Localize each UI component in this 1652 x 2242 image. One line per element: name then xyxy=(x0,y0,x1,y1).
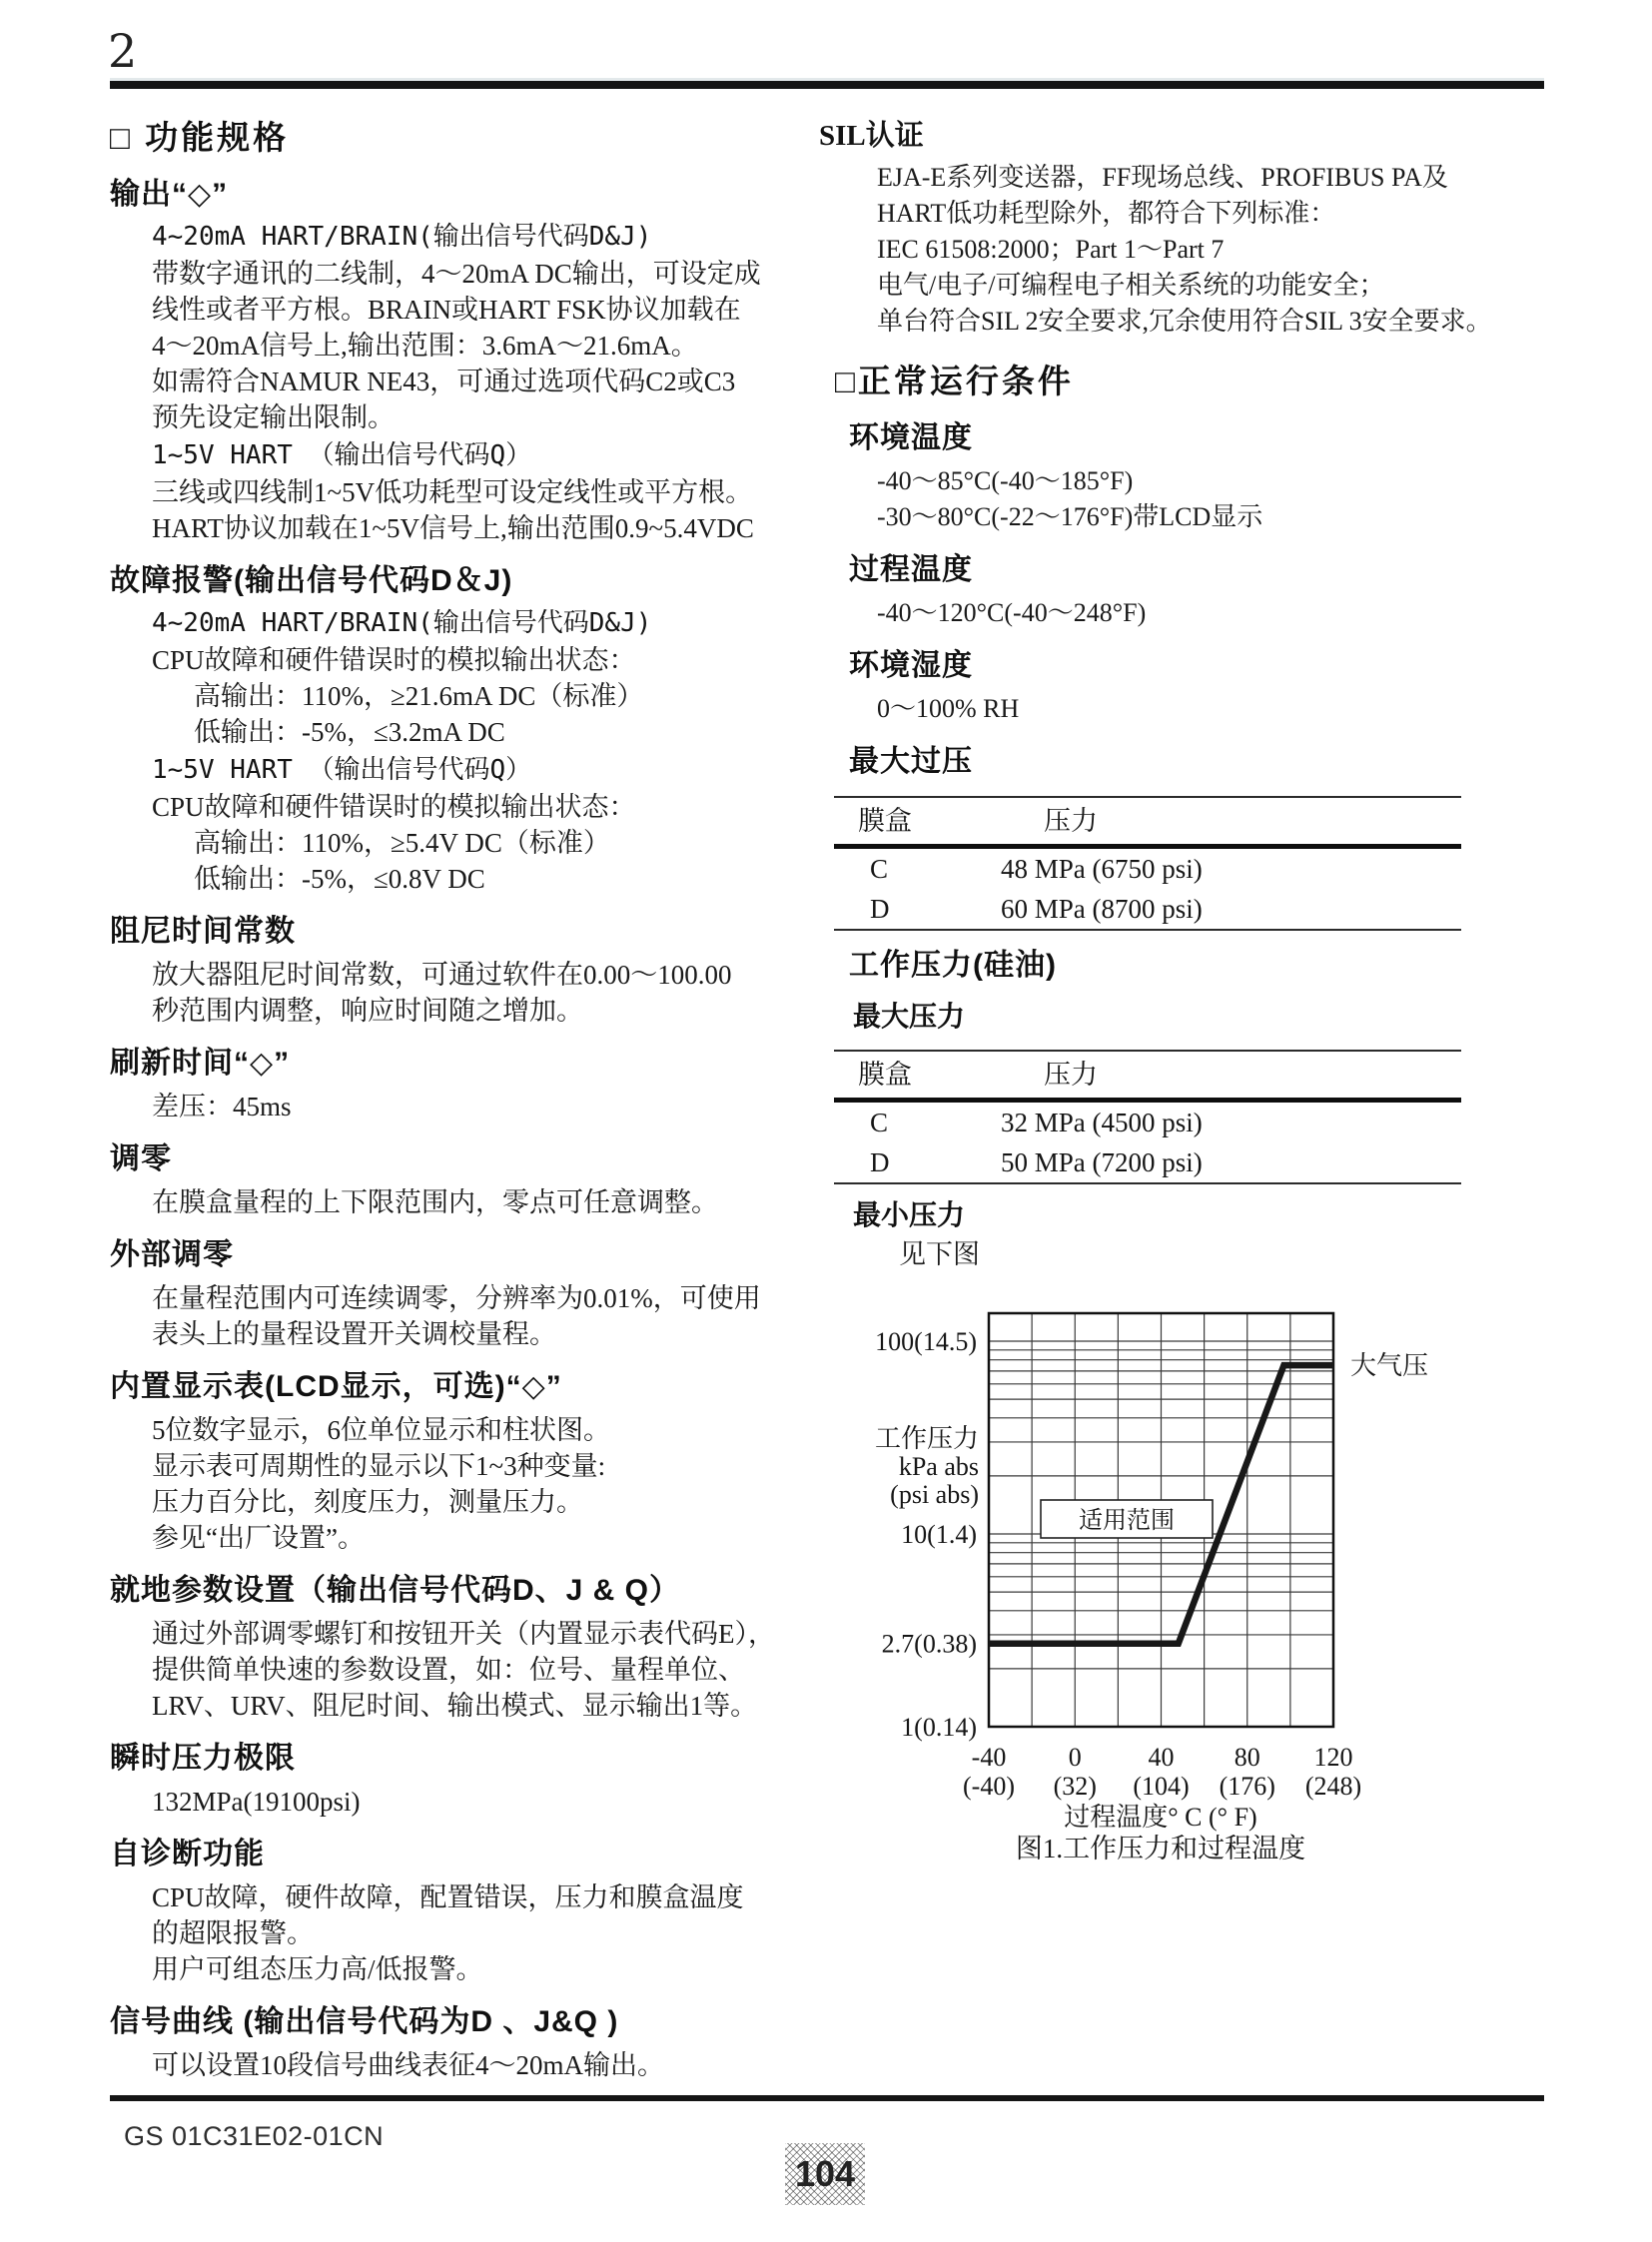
left-column xyxy=(110,116,805,2083)
text-line: CPU故障和硬件错误时的模拟输出状态： xyxy=(152,792,636,822)
y-axis-title: kPa abs xyxy=(898,1452,979,1481)
text-line: HART协议加载在1~5V信号上,输出范围0.9~5.4VDC xyxy=(152,513,754,543)
cell: D xyxy=(870,1146,890,1177)
y-tick-label: 100(14.5) xyxy=(875,1327,977,1356)
header-rule xyxy=(110,78,1544,89)
text-line: HART低功耗型除外，都符合下列标准： xyxy=(877,199,1336,228)
spec-table xyxy=(834,1050,1461,1184)
text-line: 表头上的量程设置开关调校量程。 xyxy=(152,1319,556,1349)
subsection-heading: 最大过压 xyxy=(849,745,973,778)
atmospheric-pressure-label: 大气压 xyxy=(1350,1351,1429,1381)
x-tick-label-f: (248) xyxy=(1304,1772,1362,1801)
cell: 膜盒 xyxy=(858,1059,912,1090)
subsection-heading: 环境温度 xyxy=(849,421,973,454)
subsection-heading: 调零 xyxy=(110,1142,172,1175)
table-row xyxy=(834,1142,1461,1182)
cell: 50 MPa (7200 psi) xyxy=(1001,1146,1203,1177)
text-line: -30～80°C(-22～176°F)带LCD显示 xyxy=(877,502,1263,531)
text-line: EJA-E系列变送器，FF现场总线、PROFIBUS PA及 xyxy=(877,163,1448,192)
text-line: 提供简单快速的参数设置，如：位号、量程单位、 xyxy=(152,1655,745,1685)
text-line: 参见“出厂设置”。 xyxy=(152,1523,365,1553)
text-line-indented: 高输出：110%，≥5.4V DC（标准） xyxy=(194,828,610,858)
text-line: 用户可组态压力高/低报警。 xyxy=(152,1954,483,1984)
text-line: LRV、URV、阻尼时间、输出模式、显示输出1等。 xyxy=(152,1691,758,1721)
subsection-heading: 刷新时间“◇” xyxy=(110,1047,291,1080)
table-header-row xyxy=(834,798,1461,844)
y-tick-label: 10(1.4) xyxy=(901,1520,977,1549)
cell: 48 MPa (6750 psi) xyxy=(1001,853,1203,884)
text-line: 0～100% RH xyxy=(877,694,1020,723)
text-line: -40～120°C(-40～248°F) xyxy=(877,598,1147,627)
signal-code-subheading: 1~5V HART （输出信号代码Q） xyxy=(152,755,532,785)
text-line: 4～20mA信号上,输出范围：3.6mA～21.6mA。 xyxy=(152,331,698,361)
text-line: 如需符合NAMUR NE43，可通过选项代码C2或C3 xyxy=(152,367,736,396)
text-line: CPU故障和硬件错误时的模拟输出状态： xyxy=(152,645,636,675)
text-line: 在量程范围内可连续调零，分辨率为0.01%，可使用 xyxy=(152,1283,761,1313)
spec-table xyxy=(834,796,1461,931)
text-line: 电气/电子/可编程电子相关系统的功能安全； xyxy=(877,271,1385,300)
text-line: 在膜盒量程的上下限范围内，零点可任意调整。 xyxy=(152,1187,718,1217)
sub-subheading: 最小压力 xyxy=(853,1199,966,1230)
text-line-indented: 高输出：110%，≥21.6mA DC（标准） xyxy=(194,681,644,711)
text-line: 带数字通讯的二线制，4～20mA DC输出，可设定成 xyxy=(152,259,761,289)
text-line: 差压：45ms xyxy=(152,1092,292,1121)
subsection-heading: 输出“◇” xyxy=(110,178,229,211)
subsection-heading: 瞬时压力极限 xyxy=(110,1742,296,1775)
y-tick-label: 1(0.14) xyxy=(901,1713,977,1742)
subsection-heading: 外部调零 xyxy=(110,1238,234,1271)
text-line: 可以设置10段信号曲线表征4～20mA输出。 xyxy=(152,2050,664,2080)
cell: 压力 xyxy=(1044,805,1098,836)
table-header-row xyxy=(834,1052,1461,1098)
cell: C xyxy=(870,853,889,884)
sub-subheading: 最大压力 xyxy=(853,1001,966,1032)
x-tick-label: 120 xyxy=(1313,1743,1353,1772)
text-line-indented: 见下图 xyxy=(899,1239,980,1269)
min-pressure-chart xyxy=(819,1278,1544,1863)
y-axis-title: (psi abs) xyxy=(890,1480,979,1509)
subsection-heading: 阻尼时间常数 xyxy=(110,915,296,948)
text-line: IEC 61508:2000；Part 1～Part 7 xyxy=(877,235,1225,264)
footer-rule xyxy=(110,2095,1544,2101)
subsection-heading: 环境湿度 xyxy=(849,649,973,682)
x-tick-label-f: (32) xyxy=(1053,1772,1097,1801)
subsection-heading: 自诊断功能 xyxy=(110,1838,265,1870)
y-axis-title: 工作压力 xyxy=(874,1424,979,1453)
y-tick-label: 2.7(0.38) xyxy=(881,1629,977,1659)
text-line-indented: 低输出：-5%，≤0.8V DC xyxy=(194,864,485,894)
subsection-heading: 过程温度 xyxy=(849,553,973,586)
table-rule xyxy=(834,929,1461,931)
text-line: CPU故障，硬件故障，配置错误，压力和膜盒温度 xyxy=(152,1882,744,1912)
figure-1-chart xyxy=(819,1278,1544,1863)
subsection-heading: 工作压力(硅油) xyxy=(849,949,1057,982)
table-row xyxy=(834,1103,1461,1142)
text-line: 132MPa(19100psi) xyxy=(152,1787,361,1817)
applicable-range-label: 适用范围 xyxy=(1079,1508,1175,1534)
x-tick-label: 80 xyxy=(1234,1743,1260,1772)
cell: 60 MPa (8700 psi) xyxy=(1001,893,1203,924)
cell: 膜盒 xyxy=(858,805,912,836)
page-number: 104 xyxy=(794,2153,856,2194)
page-header-number: 2 xyxy=(108,24,138,78)
x-axis-title: 过程温度° C (° F) xyxy=(1064,1803,1257,1832)
table-rule xyxy=(834,1182,1461,1184)
text-line: 通过外部调零螺钉和按钮开关（内置显示表代码E）， xyxy=(152,1619,775,1649)
subsection-heading: 信号曲线 (输出信号代码为D 、J&Q ) xyxy=(110,2005,619,2038)
cell: C xyxy=(870,1107,889,1137)
text-line: 放大器阻尼时间常数，可通过软件在0.00～100.00 xyxy=(152,960,732,990)
signal-code-subheading: 1~5V HART （输出信号代码Q） xyxy=(152,440,532,470)
x-tick-label: 0 xyxy=(1068,1743,1082,1772)
x-tick-label-f: (104) xyxy=(1133,1772,1190,1801)
table-row xyxy=(834,849,1461,889)
cell: 压力 xyxy=(1044,1059,1098,1090)
signal-code-subheading: 4~20mA HART/BRAIN(输出信号代码D&J) xyxy=(152,222,652,252)
figure-caption: 图1.工作压力和过程温度 xyxy=(1015,1834,1306,1863)
text-line-indented: 低输出：-5%，≤3.2mA DC xyxy=(194,717,505,747)
x-tick-label-f: (176) xyxy=(1219,1772,1275,1801)
document-code: GS 01C31E02-01CN xyxy=(124,2121,385,2151)
text-line: 5位数字显示，6位单位显示和柱状图。 xyxy=(152,1415,610,1445)
section-heading: □ 功能规格 xyxy=(110,119,290,156)
subsection-heading: 就地参数设置（输出信号代码D、J & Q） xyxy=(110,1574,681,1607)
table-row xyxy=(834,889,1461,929)
text-line: 秒范围内调整，响应时间随之增加。 xyxy=(152,996,583,1026)
text-line: 显示表可周期性的显示以下1~3种变量: xyxy=(152,1451,606,1481)
text-line: 的超限报警。 xyxy=(152,1918,314,1948)
subsection-heading: SIL认证 xyxy=(819,120,924,152)
text-line: 压力百分比，刻度压力，测量压力。 xyxy=(152,1487,583,1517)
x-tick-label-f: (-40) xyxy=(963,1772,1015,1801)
text-line: 三线或四线制1~5V低功耗型可设定线性或平方根。 xyxy=(152,477,753,507)
cell: D xyxy=(870,893,890,924)
signal-code-subheading: 4~20mA HART/BRAIN(输出信号代码D&J) xyxy=(152,608,652,638)
section-heading: □正常运行条件 xyxy=(835,363,1074,399)
x-tick-label: 40 xyxy=(1148,1743,1175,1772)
text-line: 线性或者平方根。BRAIN或HART FSK协议加载在 xyxy=(152,295,741,325)
text-line: 单台符合SIL 2安全要求,冗余使用符合SIL 3安全要求。 xyxy=(877,307,1492,336)
cell: 32 MPa (4500 psi) xyxy=(1001,1107,1203,1137)
text-line: -40～85°C(-40～185°F) xyxy=(877,466,1134,495)
subsection-heading: 内置显示表(LCD显示，可选)“◇” xyxy=(110,1370,562,1403)
subsection-heading: 故障报警(输出信号代码D＆J) xyxy=(110,564,513,597)
page-number-box xyxy=(785,2143,865,2205)
text-line: 预先设定输出限制。 xyxy=(152,402,395,432)
right-column xyxy=(819,116,1546,1863)
x-tick-label: -40 xyxy=(971,1743,1007,1772)
